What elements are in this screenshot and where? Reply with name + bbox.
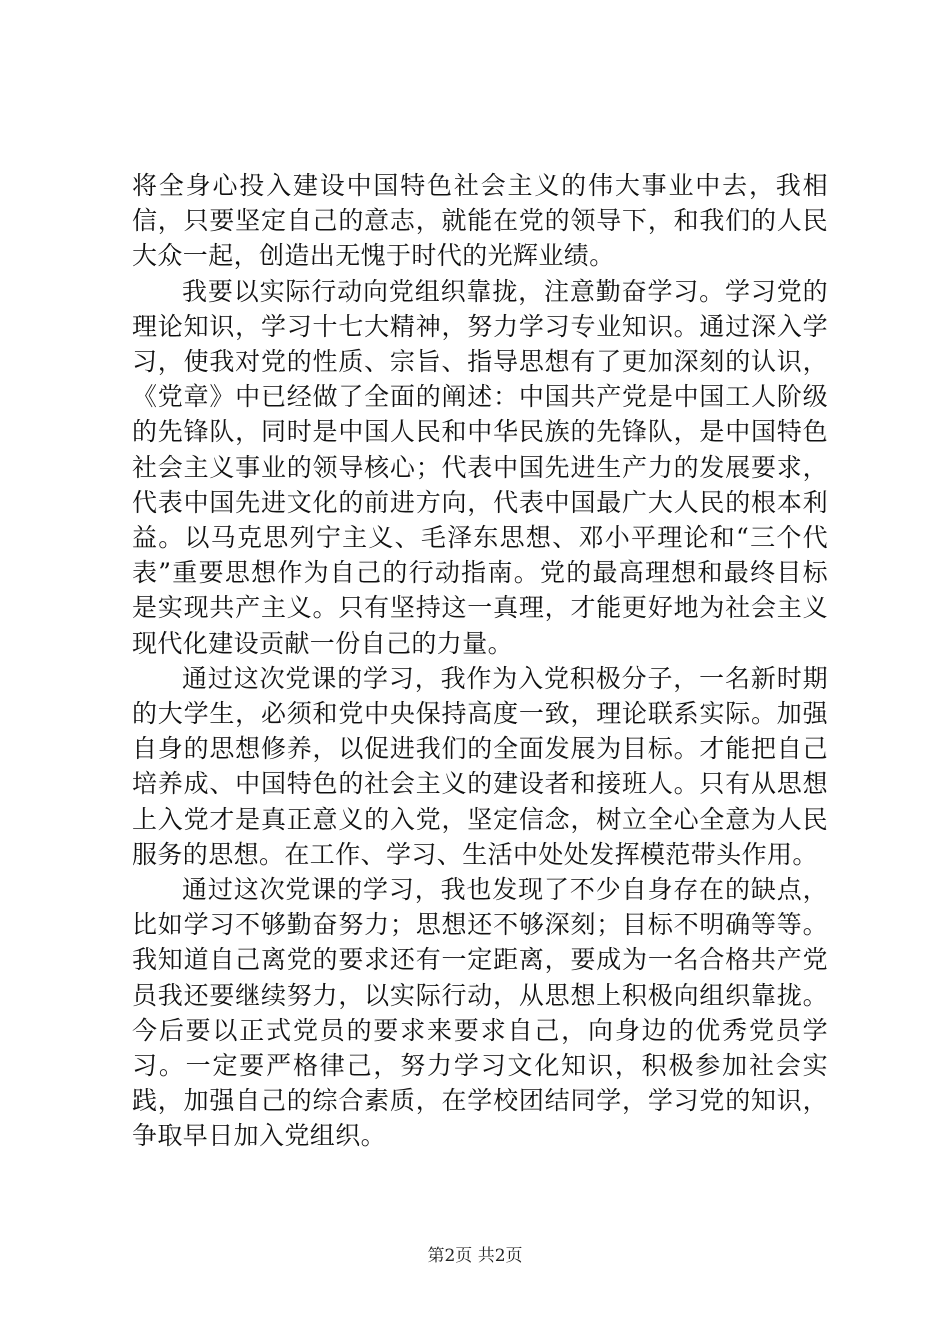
paragraph-2: 我要以实际行动向党组织靠拢，注意勤奋学习。学习党的理论知识，学习十七大精神，努力学习专业知识。通过深入学习，使我对党的性质、宗旨、指导思想有了更加深刻的认识，《党章》中已经做了全面的阐述：中国共产党是中国工人阶级的先锋队，同时是中国人民和中华民族的先锋队，是中国特色社会主义事业的领导核心；代表中国先进生产力的发展要求，代表中国先进文化的前进方向，代表中国最广大人民的根本利益。以马克思列宁主义、毛泽东思想、邓小平理论和“三个代表”重要思想作为自己的行动指南。党的最高理想和最终目标是实现共产主义。只有坚持这一真理，才能更好地为社会主义现代化建设贡献一份自己的力量。 [132,276,828,658]
paragraph-3: 通过这次党课的学习，我作为入党积极分子，一名新时期的大学生，必须和党中央保持高度一致，理论联系实际。加强自身的思想修养，以促进我们的全面发展为目标。才能把自己培养成、中国特色的社会主义的建设者和接班人。只有从思想上入党才是真正意义的入党，坚定信念，树立全心全意为人民服务的思想。在工作、学习、生活中处处发挥模范带头作用。 [132,663,828,869]
document-body [132,168,828,1154]
paragraph-4: 通过这次党课的学习，我也发现了不少自身存在的缺点，比如学习不够勤奋努力；思想还不够深刻；目标不明确等等。我知道自己离党的要求还有一定距离，要成为一名合格共产党员我还要继续努力，以实际行动，从思想上积极向组织靠拢。今后要以正式党员的要求来要求自己，向身边的优秀党员学习。一定要严格律己，努力学习文化知识，积极参加社会实践，加强自己的综合素质，在学校团结同学，学习党的知识，争取早日加入党组织。 [132,875,828,1151]
page-number-footer: 第2页 共2页 [427,1246,523,1266]
paragraph-1: 将全身心投入建设中国特色社会主义的伟大事业中去，我相信，只要坚定自己的意志，就能在党的领导下，和我们的人民大众一起，创造出无愧于时代的光辉业绩。 [132,171,828,271]
